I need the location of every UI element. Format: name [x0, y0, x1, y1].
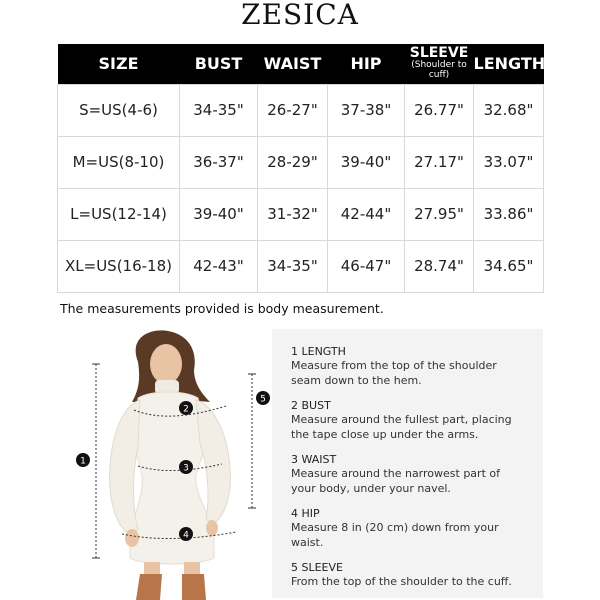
cell-waist: 26-27": [258, 84, 328, 136]
table-header-row: [58, 44, 544, 84]
model-illustration: [60, 326, 272, 600]
cell-waist: 31-32": [258, 188, 328, 240]
right-hand: [206, 520, 218, 536]
marker-3: [179, 460, 193, 474]
marker-2: [179, 401, 193, 415]
guide-length-desc-line: seam down to the hem.: [291, 373, 422, 387]
cell-sleeve: 28.74": [405, 240, 474, 292]
header-waist: WAIST: [258, 44, 328, 84]
cell-length: 32.68": [474, 84, 544, 136]
guide-bust-desc-line: Measure around the fullest part, placing: [291, 413, 512, 426]
guide-sleeve-desc-line: From the top of the shoulder to the cuff.: [291, 575, 512, 588]
marker-4-label: 4: [183, 530, 189, 541]
guide-sleeve-title: 5 SLEEVE: [291, 561, 343, 574]
header-size: SIZE: [58, 44, 180, 84]
guide-length-desc-line: Measure from the top of the shoulder: [291, 359, 497, 372]
left-hand: [125, 529, 139, 547]
brand-logo: ZESICA: [241, 0, 359, 31]
marker-1-label: 1: [80, 456, 86, 467]
right-leg: [184, 562, 200, 576]
cell-sleeve: 27.95": [405, 188, 474, 240]
cell-waist: 34-35": [258, 240, 328, 292]
cell-bust: 42-43": [180, 240, 258, 292]
left-boot: [136, 574, 162, 600]
marker-5: [256, 391, 270, 405]
measurement-note: The measurements provided is body measurement.: [60, 301, 384, 316]
cell-bust: 39-40": [180, 188, 258, 240]
guide-hip-title: 4 HIP: [291, 507, 320, 520]
header-bust: BUST: [180, 44, 258, 84]
marker-4: [179, 527, 193, 541]
right-boot: [182, 574, 206, 600]
guide-waist: [291, 453, 533, 496]
cell-hip: 42-44": [328, 188, 405, 240]
left-leg: [144, 562, 160, 576]
guide-bust: [291, 399, 533, 442]
marker-2-label: 2: [183, 404, 189, 415]
header-sleeve-note: (Shoulder to cuff): [411, 60, 467, 81]
cell-waist: 28-29": [258, 136, 328, 188]
guide-length-title: 1 LENGTH: [291, 345, 346, 358]
cell-length: 33.86": [474, 188, 544, 240]
guide-length: [291, 345, 533, 388]
guide-waist-desc-line: your body, under your navel.: [291, 481, 451, 495]
table-row: [58, 188, 544, 240]
marker-5-label: 5: [260, 394, 266, 405]
cell-length: 34.65": [474, 240, 544, 292]
cell-size: XL=US(16-18): [58, 240, 180, 292]
cell-bust: 34-35": [180, 84, 258, 136]
measurement-guide-panel: [272, 329, 543, 598]
cell-bust: 36-37": [180, 136, 258, 188]
left-sleeve: [110, 400, 140, 532]
header-length: LENGTH: [474, 44, 544, 84]
marker-3-label: 3: [183, 463, 189, 474]
cell-hip: 37-38": [328, 84, 405, 136]
header-sleeve: [405, 44, 474, 84]
cell-sleeve: 27.17": [405, 136, 474, 188]
header-sleeve-label: SLEEVE: [409, 45, 469, 62]
cell-sleeve: 26.77": [405, 84, 474, 136]
marker-1: [76, 453, 90, 467]
guide-waist-title: 3 WAIST: [291, 453, 337, 466]
size-chart-table: [57, 44, 544, 293]
guide-hip: [291, 507, 533, 550]
table-row: [58, 136, 544, 188]
face-shape: [150, 344, 182, 384]
guide-waist-desc-line: Measure around the narrowest part of: [291, 467, 500, 480]
cell-size: M=US(8-10): [58, 136, 180, 188]
cell-length: 33.07": [474, 136, 544, 188]
cell-hip: 46-47": [328, 240, 405, 292]
table-row: [58, 240, 544, 292]
guide-bust-desc-line: the tape close up under the arms.: [291, 427, 479, 441]
guide-sleeve: [291, 561, 533, 590]
header-hip: HIP: [328, 44, 405, 84]
table-row: [58, 84, 544, 136]
cell-size: L=US(12-14): [58, 188, 180, 240]
cell-size: S=US(4-6): [58, 84, 180, 136]
guide-bust-title: 2 BUST: [291, 399, 331, 412]
guide-hip-desc-line: Measure 8 in (20 cm) down from your waist.: [291, 521, 499, 549]
cell-hip: 39-40": [328, 136, 405, 188]
